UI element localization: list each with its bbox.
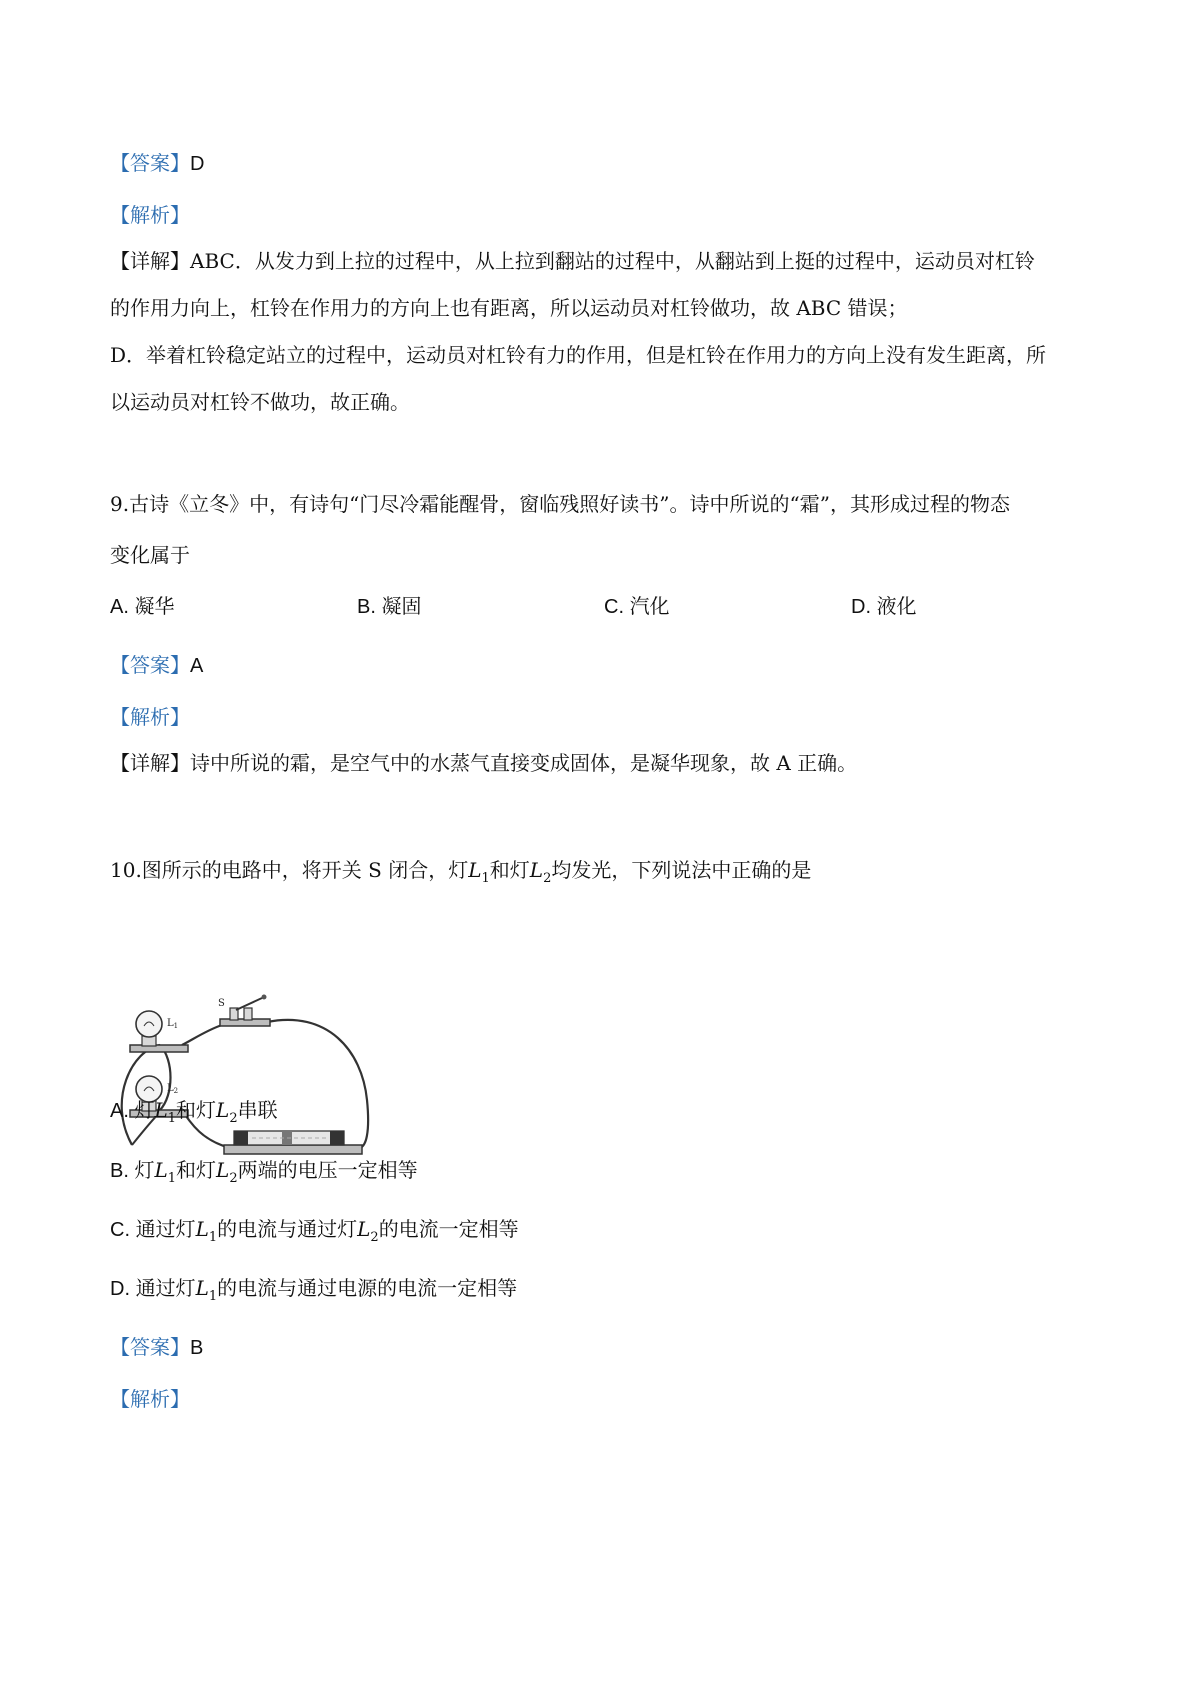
answer-tag: 【答案】 (110, 1335, 190, 1359)
q10-option-b: B. 灯$L_1$和灯$L_2$两端的电压一定相等 (110, 1158, 418, 1186)
lamp-l2-symbol: $L_2$ (529, 858, 552, 886)
q9-option-b: B. 凝固 (357, 594, 422, 618)
analysis-tag: 【解析】 (110, 203, 190, 227)
q9-option-c: C. 汽化 (604, 594, 670, 618)
wire-switch-battery (267, 1020, 368, 1148)
q8-detail-line-2: 的作用力向上，杠铃在作用力的方向上也有距离，所以运动员对杠铃做功，故 ABC 错误； (110, 296, 908, 320)
q8-detail-line-1: 【详解】ABC．从发力到上拉的过程中，从上拉到翻站的过程中，从翻站到上挺的过程中，运动员对杠铃 (110, 249, 1035, 273)
answer-value: D (190, 153, 205, 175)
lamp-l1-label: $L_1$ (167, 1018, 179, 1030)
switch-s (218, 995, 270, 1027)
analysis-tag: 【解析】 (110, 705, 190, 729)
q8-detail-line-3: D．举着杠铃稳定站立的过程中，运动员对杠铃有力的作用，但是杠铃在作用力的方向上没有发生距离，所 (110, 343, 1047, 367)
q10-analysis-line (110, 1385, 190, 1413)
lamp-l1-symbol: $L_1$ (468, 858, 490, 886)
q8-answer-line (110, 149, 204, 178)
q10-option-d: D. 通过灯$L_1$的电流与通过电源的电流一定相等 (110, 1276, 518, 1304)
q9-answer-line (110, 651, 203, 680)
q9-stem-line-1: 9.古诗《立冬》中，有诗句“门尽冷霜能醒骨，窗临残照好读书”。诗中所说的“霜”，其形成过程的物态 (110, 492, 1010, 516)
q9-option-a: A. 凝华 (110, 594, 175, 618)
answer-value: B (190, 1337, 204, 1359)
q9-option-d: D. 液化 (851, 594, 917, 618)
q10-answer-line (110, 1333, 203, 1362)
battery (224, 1131, 362, 1154)
q8-analysis-line (110, 201, 190, 229)
lamp-l2-label: $L_2$ (167, 1083, 179, 1095)
circuit-diagram (112, 990, 402, 1160)
analysis-tag: 【解析】 (110, 1387, 190, 1411)
lamp-l1 (130, 1011, 188, 1052)
q10-option-a: A. 灯$L_1$和灯$L_2$串联 (110, 1098, 278, 1126)
wire-lamp1-switch (182, 1025, 222, 1045)
q9-stem-line-2: 变化属于 (110, 543, 190, 567)
q8-detail-line-4: 以运动员对杠铃不做功，故正确。 (110, 390, 410, 414)
q9-analysis-line (110, 703, 190, 731)
answer-tag: 【答案】 (110, 151, 190, 175)
q10-option-c: C. 通过灯$L_1$的电流与通过灯$L_2$的电流一定相等 (110, 1217, 519, 1245)
q9-detail-line: 【详解】诗中所说的霜，是空气中的水蒸气直接变成固体，是凝华现象，故 A 正确。 (110, 751, 858, 775)
answer-value: A (190, 655, 204, 677)
q10-stem: 10.图所示的电路中，将开关 S 闭合，灯$L_1$和灯$L_2$均发光，下列说法中正确的是 (110, 858, 812, 886)
switch-label: S (218, 998, 225, 1009)
answer-tag: 【答案】 (110, 653, 190, 677)
